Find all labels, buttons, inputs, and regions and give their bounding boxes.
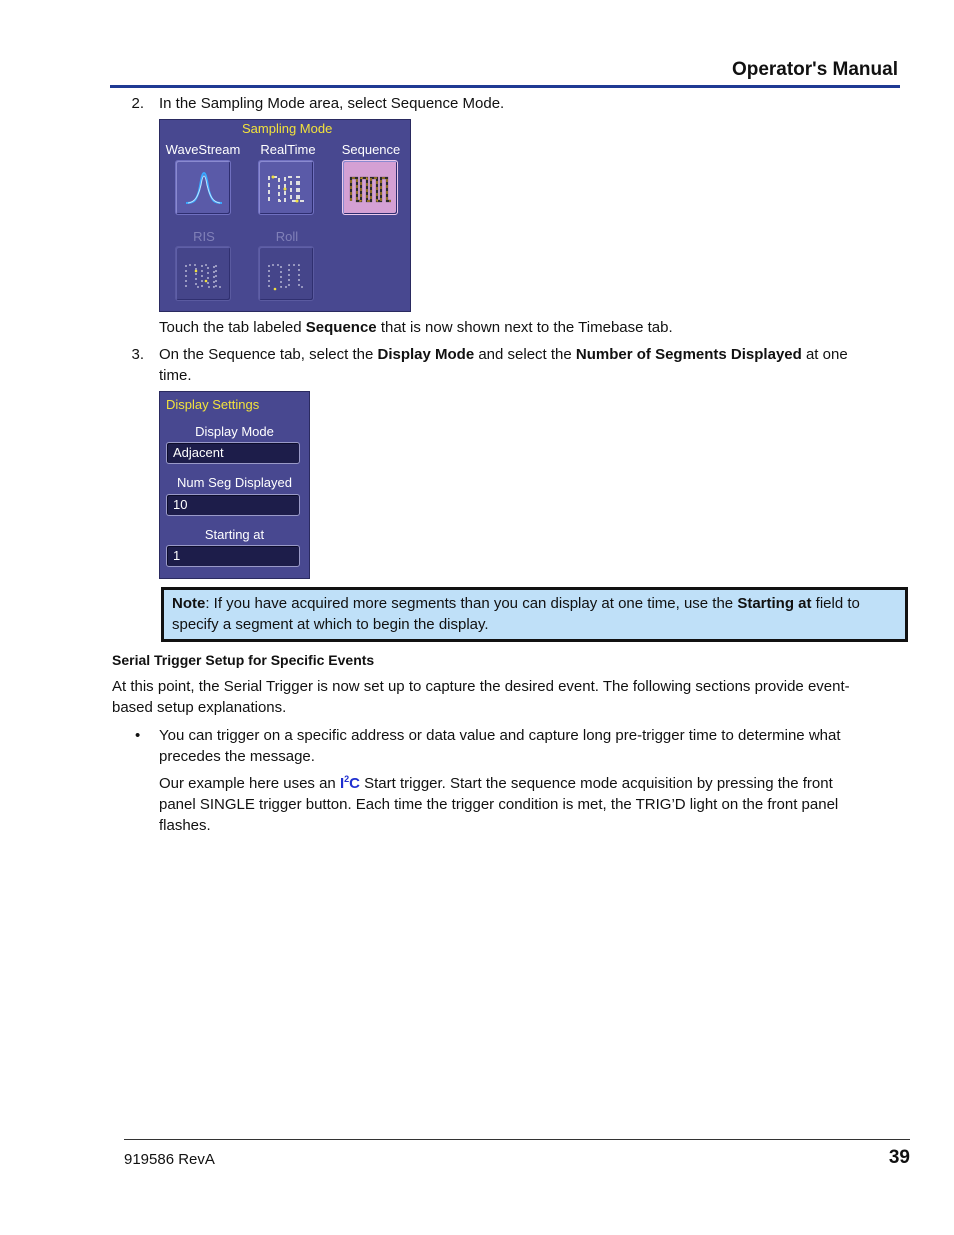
note-text-end: field to bbox=[811, 595, 860, 612]
bullet-text: You can trigger on a specific address or data value and capture long pre-trigger time to determine what bbox=[159, 727, 841, 744]
i2c-i: I bbox=[339, 775, 345, 792]
sequence-button[interactable] bbox=[342, 160, 398, 215]
note-line-1 bbox=[172, 593, 897, 614]
num-seg-label: Num Seg Displayed bbox=[177, 475, 292, 490]
note-label: Note bbox=[172, 595, 206, 612]
example-post: Start trigger. Start the sequence mode acquisition by pressing the front bbox=[359, 775, 833, 792]
display-settings-panel bbox=[159, 391, 310, 579]
note-text: : If you have acquired more segments than you can display at one time, use the bbox=[205, 595, 738, 612]
ris-label: RIS bbox=[193, 229, 215, 244]
touch-text-pre: Touch the tab labeled bbox=[159, 319, 306, 336]
note-line-2: specify a segment at which to begin the display. bbox=[172, 616, 489, 633]
touch-text-post: that is now shown next to the Timebase tab. bbox=[376, 319, 673, 336]
ris-icon bbox=[176, 247, 232, 302]
i2c-c: C bbox=[349, 775, 360, 792]
wavestream-label: WaveStream bbox=[165, 142, 241, 157]
sequence-label: Sequence bbox=[341, 142, 401, 157]
sampling-mode-title: Sampling Mode bbox=[242, 121, 333, 136]
bullet-text: precedes the message. bbox=[159, 748, 315, 765]
section-heading: Serial Trigger Setup for Specific Events bbox=[112, 652, 375, 668]
starting-at-input[interactable]: 1 bbox=[166, 545, 300, 567]
step-text bbox=[159, 344, 879, 365]
footer-doc-id: 919586 RevA bbox=[124, 1151, 215, 1168]
bullet-icon: • bbox=[135, 727, 141, 744]
realtime-button[interactable] bbox=[258, 160, 314, 215]
starting-at-label: Starting at bbox=[204, 527, 265, 542]
roll-button[interactable] bbox=[258, 246, 314, 301]
wavestream-button[interactable] bbox=[175, 160, 231, 215]
realtime-label: RealTime bbox=[260, 142, 316, 157]
ris-button[interactable] bbox=[175, 246, 231, 301]
sequence-icon bbox=[343, 161, 399, 216]
note-box bbox=[161, 587, 908, 642]
example-line: flashes. bbox=[159, 817, 211, 834]
step-text: In the Sampling Mode area, select Sequence Mode. bbox=[159, 95, 505, 112]
display-settings-title: Display Settings bbox=[166, 397, 260, 412]
roll-icon bbox=[259, 247, 315, 302]
example-line bbox=[159, 773, 833, 794]
paragraph-line: At this point, the Serial Trigger is now set up to capture the desired event. The following sections provide event- bbox=[112, 678, 850, 695]
num-seg-input[interactable]: 10 bbox=[166, 494, 300, 516]
i2c-link[interactable] bbox=[340, 775, 360, 792]
sampling-mode-panel bbox=[159, 119, 411, 312]
paragraph-line: based setup explanations. bbox=[112, 699, 287, 716]
example-line: panel SINGLE trigger button. Each time the trigger condition is met, the TRIG’D light on the front panel bbox=[159, 796, 839, 813]
touch-text-bold: Sequence bbox=[305, 319, 377, 336]
page-header-title: Operator's Manual bbox=[731, 59, 898, 80]
i2c-sup: 2 bbox=[344, 774, 350, 784]
example-pre: Our example here uses an bbox=[159, 775, 340, 792]
step3-pre: On the Sequence tab, select the bbox=[159, 346, 378, 363]
step3-post: at one bbox=[801, 346, 848, 363]
step-number: 3. bbox=[131, 346, 144, 363]
display-mode-label: Display Mode bbox=[195, 424, 274, 439]
step3-bold-display-mode: Display Mode bbox=[377, 346, 475, 363]
display-mode-select[interactable]: Adjacent bbox=[166, 442, 300, 464]
wavestream-icon bbox=[176, 161, 232, 216]
footer-rule bbox=[124, 1139, 910, 1140]
step-number: 2. bbox=[131, 95, 144, 112]
step3-bold-segments: Number of Segments Displayed bbox=[575, 346, 802, 363]
step3-mid: and select the bbox=[474, 346, 576, 363]
realtime-icon bbox=[259, 161, 315, 216]
header-rule bbox=[110, 85, 900, 88]
roll-label: Roll bbox=[275, 229, 299, 244]
step-text-continued: time. bbox=[159, 367, 192, 384]
touch-instruction bbox=[159, 317, 673, 338]
note-bold: Starting at bbox=[737, 595, 812, 612]
page-number: 39 bbox=[888, 1147, 910, 1168]
